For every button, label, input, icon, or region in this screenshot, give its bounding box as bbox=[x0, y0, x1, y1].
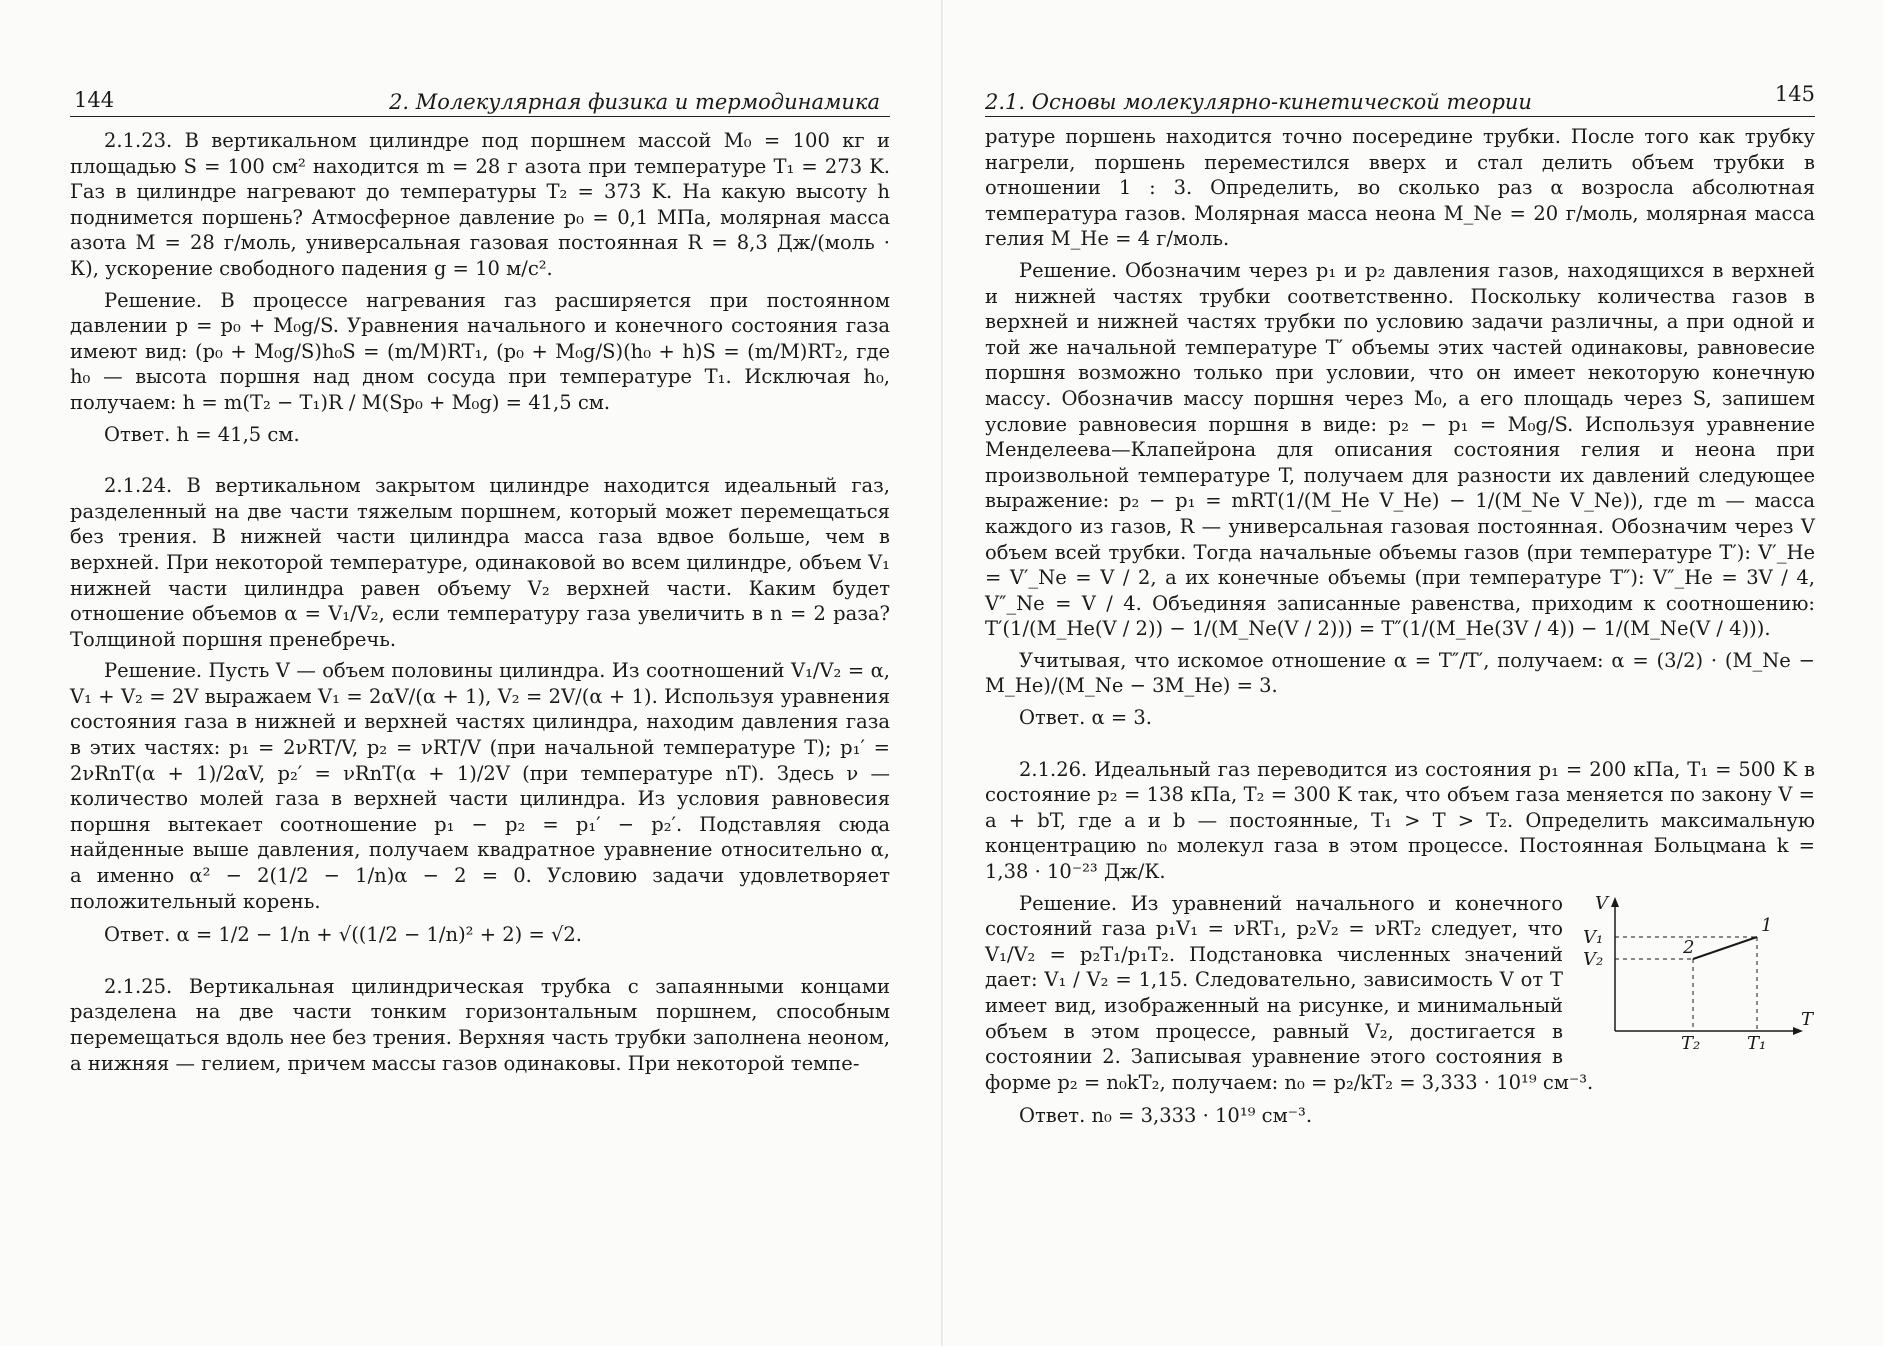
problem-2-1-26: 2.1.26. Идеальный газ переводится из состояния p₁ = 200 кПа, T₁ = 500 K в состояние p₂ = 138 кПа, T₂ = 300 K так, что объем газа меняется по закону V = a + bT, где a и b — постоянные, T₁ > T > T₂. Определить максимальную концентрацию n₀ молекул газа в этом процессе. Постоянная Больцмана k = 1,38 · 10⁻²³ Дж/К. bbox=[985, 757, 1815, 884]
solution-2-1-23: Решение. В процессе нагревания газ расширяется при постоянном давлении p = p₀ + M₀g/S. Уравнения начального и конечного состояния газа имеют вид: (p₀ + M₀g/S)h₀S = (m/M)RT₁, (p₀ + M₀g/S)(h₀ + h)S = (m/M)RT₂, где h₀ — высота поршня над дном сосуда при температуре T₁. Исключая h₀, получаем: h = m(T₂ − T₁)R / M(Sp₀ + M₀g) = 41,5 см. bbox=[70, 288, 890, 414]
right-running-head bbox=[985, 82, 1815, 117]
book-gutter bbox=[941, 0, 943, 1346]
right-page-body bbox=[985, 124, 1815, 1129]
left-page-body bbox=[70, 128, 890, 1076]
problem-2-1-24: 2.1.24. В вертикальном закрытом цилиндре находится идеальный газ, разделенный на две части тяжелым поршнем, который может перемещаться без трения. В нижней части цилиндра масса газа вдвое больше, чем в верхней. При некоторой температуре, одинаковой во всем цилиндре, объем V₁ нижней части цилиндра равен объему V₂ верхней части. Каким будет отношение объемов α = V₁/V₂, если температуру газа увеличить в n = 2 раза? Толщиной поршня пренебречь. bbox=[70, 474, 890, 651]
v-axis-arrow bbox=[1611, 897, 1619, 907]
v2-label: V₂ bbox=[1583, 948, 1604, 970]
problem-2-1-23: 2.1.23. В вертикальном цилиндре под поршнем массой M₀ = 100 кг и площадью S = 100 см² находится m = 28 г азота при температуре T₁ = 273 K. Газ в цилиндре нагревают до температуры T₂ = 373 K. На какую высоту h поднимется поршень? Атмосферное давление p₀ = 0,1 МПа, молярная масса азота M = 28 г/моль, универсальная газовая постоянная R = 8,3 Дж/(моль · К), ускорение свободного падения g = 10 м/с². bbox=[70, 129, 890, 280]
solution-2-1-24: Решение. Пусть V — объем половины цилиндра. Из соотношений V₁/V₂ = α, V₁ + V₂ = 2V выражаем V₁ = 2αV/(α + 1), V₂ = 2V/(α + 1). Используя уравнения состояния газа в нижней и верхней частях цилиндра, находим давления газа в этих частях: p₁ = 2νRT/V, p₂ = νRT/V (при начальной температуре T); p₁′ = 2νRnT(α + 1)/2αV, p₂′ = νRnT(α + 1)/2V (при температуре nT). Здесь ν — количество молей газа в верхней части цилиндра. Из условия равновесия поршня вытекает соотношение p₁ − p₂ = p₁′ − p₂′. Подставляя сюда найденные выше давления, получаем квадратное уравнение относительно α, а именно α² − 2(1/2 − 1/n)α − 2 = 0. Условию задачи удовлетворяет положительный корень. bbox=[70, 659, 890, 913]
state-1-label: 1 bbox=[1761, 914, 1773, 936]
right-section-title: 2.1. Основы молекулярно-кинетической теории bbox=[985, 90, 1532, 114]
right-page-number: 145 bbox=[1774, 82, 1815, 106]
left-chapter-title: 2. Молекулярная физика и термодинамика bbox=[389, 90, 880, 114]
left-running-head bbox=[70, 86, 890, 117]
answer-2-1-26: Ответ. n₀ = 3,333 · 10¹⁹ см⁻³. bbox=[1019, 1104, 1313, 1128]
t1-label: T₁ bbox=[1747, 1032, 1767, 1051]
answer-2-1-24: Ответ. α = 1/2 − 1/n + √((1/2 − 1/n)² + 2) = √2. bbox=[104, 923, 583, 947]
left-page-number: 144 bbox=[74, 88, 115, 112]
v-axis-label: V bbox=[1595, 892, 1608, 914]
state-2-label: 2 bbox=[1683, 936, 1695, 958]
v1-label: V₁ bbox=[1583, 926, 1604, 948]
answer-2-1-23: Ответ. h = 41,5 см. bbox=[104, 422, 300, 446]
solution-2-1-25-result: Учитывая, что искомое отношение α = T″/T′, получаем: α = (3/2) · (M_Ne − M_He)/(M_Ne − 3M_He) = 3. bbox=[985, 648, 1815, 698]
t-axis-label: T bbox=[1801, 1008, 1814, 1030]
v-t-graph bbox=[1575, 891, 1815, 1051]
problem-2-1-25-continued: ратуре поршень находится точно посередине трубки. После того как трубку нагрели, поршень переместился вверх и стал делить объем трубки в отношении 1 : 3. Определить, во сколько раз α возросла абсолютная температура газов. Молярная масса неона M_Ne = 20 г/моль, молярная масса гелия M_He = 4 г/моль. bbox=[985, 125, 1815, 251]
v-t-graph-svg bbox=[1575, 891, 1815, 1051]
solution-2-1-25: Решение. Обозначим через p₁ и p₂ давления газов, находящихся в верхней и нижней частях трубки соответственно. Поскольку количества газов в верхней и нижней частях трубки по условию задачи различны, а при одной и той же начальной температуре T′ объемы этих частей одинаковы, равновесие поршня возможно только при условии, что он имеет некоторую конечную массу. Обозначив массу поршня через M₀, а его площадь через S, запишем условие равновесия поршня в виде: p₂ − p₁ = M₀g/S. Используя уравнение Менделеева—Клапейрона для описания состояния гелия и неона при произвольной температуре T, получаем для разности их давлений следующее выражение: p₂ − p₁ = mRT(1/(M_He V_He) − 1/(M_Ne V_Ne)), где m — масса каждого из газов, R — универсальная газовая постоянная. Обозначим через V объем всей трубки. Тогда начальные объемы газов (при температуре T′): V′_He = V′_Ne = V / 2, а их конечные объемы (при температуре T″): V″_He = 3V / 4, V″_Ne = V / 4. Объединяя записанные равенства, приходим к соотношению: T′(1/(M_He(V / 2)) − 1/(M_Ne(V / 2))) = T″(1/(M_He(3V / 4)) − 1/(M_Ne(V / 4))). bbox=[985, 258, 1815, 641]
process-line bbox=[1693, 937, 1757, 959]
answer-2-1-25: Ответ. α = 3. bbox=[1019, 706, 1152, 730]
problem-2-1-25: 2.1.25. Вертикальная цилиндрическая трубка с запаянными концами разделена на две части тонким горизонтальным поршнем, способным перемещаться вдоль нее без трения. Верхняя часть трубки заполнена неоном, а нижняя — гелием, причем массы газов одинаковы. При некоторой темпе- bbox=[70, 974, 890, 1075]
solution-2-1-26: Решение. Из уравнений начального и конечного состояний газа p₁V₁ = νRT₁, p₂V₂ = νRT₂ следует, что V₁/V₂ = p₂T₁/p₁T₂. Подстановка численных значений дает: V₁ / V₂ = 1,15. Следовательно, зависимость V от T имеет вид, изображенный на рисунке, и минимальный объем в этом процессе, равный V₂, достигается в состоянии 2. Записывая уравнение этого состояния в форме p₂ = n₀kT₂, получаем: n₀ = p₂/kT₂ = 3,333 · 10¹⁹ см⁻³. bbox=[985, 891, 1594, 1094]
t2-label: T₂ bbox=[1681, 1032, 1701, 1051]
